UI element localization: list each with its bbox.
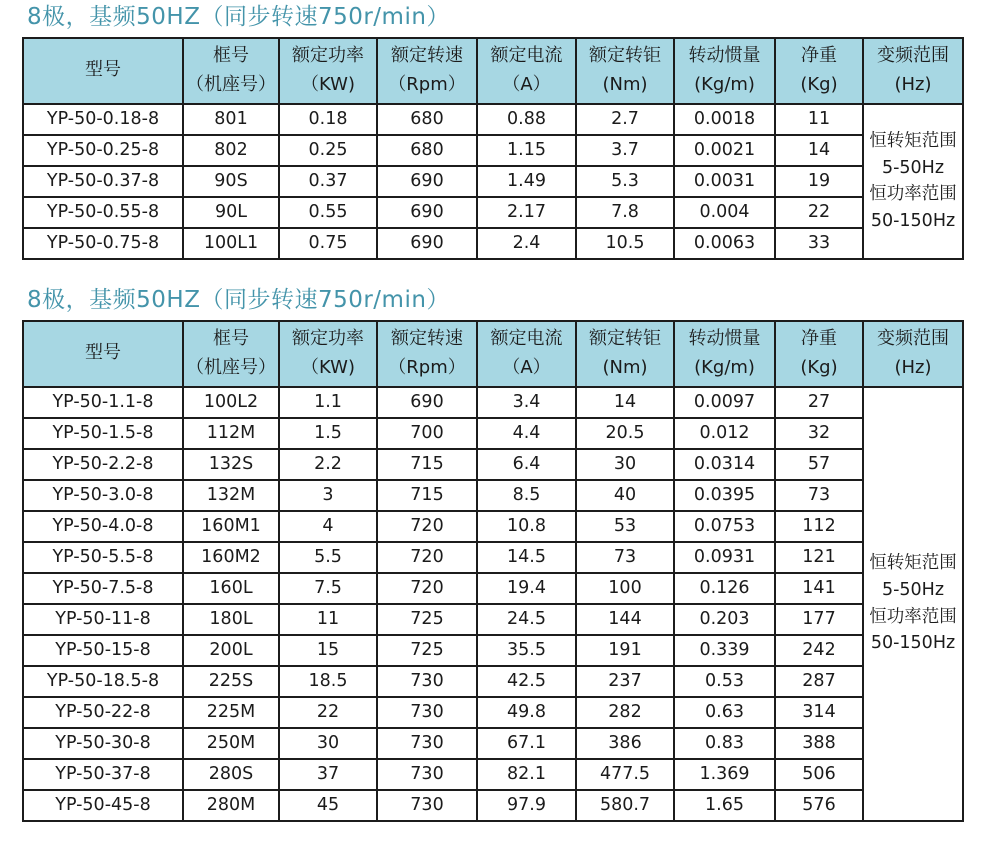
cell-current: 35.5 bbox=[477, 635, 576, 666]
cell-frame: 250M bbox=[183, 728, 279, 759]
column-header-inertia bbox=[674, 321, 775, 387]
freq-range-line: 恒功率范围 bbox=[869, 606, 957, 627]
cell-torque: 5.3 bbox=[576, 166, 674, 197]
cell-model: YP-50-1.1-8 bbox=[23, 387, 183, 418]
cell-power: 30 bbox=[279, 728, 377, 759]
cell-current: 8.5 bbox=[477, 480, 576, 511]
header-unit: (Kg) bbox=[800, 73, 838, 95]
cell-inertia: 0.0097 bbox=[674, 387, 775, 418]
cell-torque: 386 bbox=[576, 728, 674, 759]
cell-speed: 690 bbox=[377, 228, 477, 259]
cell-current: 49.8 bbox=[477, 697, 576, 728]
header-unit: (Nm) bbox=[602, 356, 648, 378]
cell-model: YP-50-11-8 bbox=[23, 604, 183, 635]
cell-frame: 112M bbox=[183, 418, 279, 449]
header-unit: （A） bbox=[502, 73, 551, 95]
cell-torque: 191 bbox=[576, 635, 674, 666]
cell-inertia: 0.203 bbox=[674, 604, 775, 635]
cell-speed: 720 bbox=[377, 511, 477, 542]
spec-row bbox=[23, 104, 963, 135]
column-header-speed bbox=[377, 321, 477, 387]
column-header-weight bbox=[775, 38, 863, 104]
cell-inertia: 0.0063 bbox=[674, 228, 775, 259]
cell-power: 0.55 bbox=[279, 197, 377, 228]
header-unit: （KW) bbox=[301, 356, 355, 378]
spec-row bbox=[23, 573, 963, 604]
cell-speed: 730 bbox=[377, 790, 477, 821]
cell-frame: 802 bbox=[183, 135, 279, 166]
cell-model: YP-50-0.25-8 bbox=[23, 135, 183, 166]
cell-power: 0.37 bbox=[279, 166, 377, 197]
cell-torque: 30 bbox=[576, 449, 674, 480]
header-label: 变频范围 bbox=[877, 327, 949, 349]
cell-torque: 580.7 bbox=[576, 790, 674, 821]
cell-weight: 11 bbox=[775, 104, 863, 135]
cell-weight: 388 bbox=[775, 728, 863, 759]
header-label: 额定电流 bbox=[490, 44, 563, 66]
cell-power: 0.75 bbox=[279, 228, 377, 259]
cell-frame: 90S bbox=[183, 166, 279, 197]
cell-speed: 700 bbox=[377, 418, 477, 449]
spec-row bbox=[23, 790, 963, 821]
spec-row bbox=[23, 449, 963, 480]
cell-current: 3.4 bbox=[477, 387, 576, 418]
motor-spec-table bbox=[22, 320, 964, 822]
cell-power: 18.5 bbox=[279, 666, 377, 697]
cell-power: 7.5 bbox=[279, 573, 377, 604]
header-unit: (Kg/m) bbox=[694, 73, 755, 95]
cell-torque: 237 bbox=[576, 666, 674, 697]
cell-weight: 576 bbox=[775, 790, 863, 821]
cell-current: 2.4 bbox=[477, 228, 576, 259]
freq-range-line: 50-150Hz bbox=[870, 633, 956, 654]
spec-row bbox=[23, 728, 963, 759]
cell-speed: 715 bbox=[377, 480, 477, 511]
spec-row bbox=[23, 228, 963, 259]
cell-weight: 121 bbox=[775, 542, 863, 573]
cell-inertia: 0.0018 bbox=[674, 104, 775, 135]
cell-current: 97.9 bbox=[477, 790, 576, 821]
cell-current: 6.4 bbox=[477, 449, 576, 480]
column-header-model bbox=[23, 321, 183, 387]
header-label: 净重 bbox=[801, 44, 837, 66]
cell-weight: 57 bbox=[775, 449, 863, 480]
header-unit: (Hz) bbox=[894, 73, 932, 95]
cell-model: YP-50-1.5-8 bbox=[23, 418, 183, 449]
cell-weight: 141 bbox=[775, 573, 863, 604]
cell-weight: 314 bbox=[775, 697, 863, 728]
cell-frame: 280M bbox=[183, 790, 279, 821]
cell-torque: 73 bbox=[576, 542, 674, 573]
freq-range-line: 5-50Hz bbox=[881, 157, 945, 178]
cell-inertia: 0.0931 bbox=[674, 542, 775, 573]
cell-power: 15 bbox=[279, 635, 377, 666]
cell-inertia: 0.0031 bbox=[674, 166, 775, 197]
header-unit: (Kg) bbox=[800, 356, 838, 378]
header-unit: （机座号） bbox=[186, 73, 276, 95]
cell-weight: 19 bbox=[775, 166, 863, 197]
frequency-range-cell bbox=[863, 104, 963, 259]
column-header-power bbox=[279, 38, 377, 104]
cell-torque: 100 bbox=[576, 573, 674, 604]
cell-current: 2.17 bbox=[477, 197, 576, 228]
cell-torque: 40 bbox=[576, 480, 674, 511]
freq-range-line: 50-150Hz bbox=[870, 210, 956, 231]
cell-frame: 160M2 bbox=[183, 542, 279, 573]
spec-row bbox=[23, 759, 963, 790]
header-label: 额定电流 bbox=[490, 327, 563, 349]
cell-frame: 100L1 bbox=[183, 228, 279, 259]
cell-power: 37 bbox=[279, 759, 377, 790]
cell-torque: 14 bbox=[576, 387, 674, 418]
cell-model: YP-50-0.37-8 bbox=[23, 166, 183, 197]
cell-model: YP-50-30-8 bbox=[23, 728, 183, 759]
cell-inertia: 0.126 bbox=[674, 573, 775, 604]
header-unit: (Nm) bbox=[602, 73, 648, 95]
cell-torque: 3.7 bbox=[576, 135, 674, 166]
cell-model: YP-50-37-8 bbox=[23, 759, 183, 790]
section-title: 8极，基频50HZ（同步转速750r/min） bbox=[27, 286, 450, 313]
motor-spec-table bbox=[22, 37, 964, 260]
column-header-current bbox=[477, 38, 576, 104]
cell-current: 4.4 bbox=[477, 418, 576, 449]
cell-power: 2.2 bbox=[279, 449, 377, 480]
column-header-freq-range bbox=[863, 321, 963, 387]
cell-model: YP-50-7.5-8 bbox=[23, 573, 183, 604]
cell-current: 42.5 bbox=[477, 666, 576, 697]
cell-torque: 282 bbox=[576, 697, 674, 728]
cell-model: YP-50-22-8 bbox=[23, 697, 183, 728]
header-label: 框号 bbox=[213, 44, 249, 66]
cell-frame: 132S bbox=[183, 449, 279, 480]
cell-model: YP-50-2.2-8 bbox=[23, 449, 183, 480]
column-header-current bbox=[477, 321, 576, 387]
cell-frame: 160M1 bbox=[183, 511, 279, 542]
cell-torque: 477.5 bbox=[576, 759, 674, 790]
cell-power: 5.5 bbox=[279, 542, 377, 573]
cell-weight: 32 bbox=[775, 418, 863, 449]
cell-current: 1.49 bbox=[477, 166, 576, 197]
header-label: 转动惯量 bbox=[688, 327, 761, 349]
cell-inertia: 0.339 bbox=[674, 635, 775, 666]
cell-frame: 801 bbox=[183, 104, 279, 135]
cell-frame: 132M bbox=[183, 480, 279, 511]
cell-torque: 20.5 bbox=[576, 418, 674, 449]
cell-power: 45 bbox=[279, 790, 377, 821]
column-header-freq-range bbox=[863, 38, 963, 104]
spec-row bbox=[23, 697, 963, 728]
header-label: 额定转钜 bbox=[589, 44, 661, 66]
cell-speed: 730 bbox=[377, 697, 477, 728]
cell-frame: 280S bbox=[183, 759, 279, 790]
cell-current: 1.15 bbox=[477, 135, 576, 166]
cell-current: 24.5 bbox=[477, 604, 576, 635]
header-label: 额定转钜 bbox=[589, 327, 661, 349]
header-unit: (Kg/m) bbox=[694, 356, 755, 378]
freq-range-line: 恒功率范围 bbox=[869, 184, 957, 205]
cell-frame: 100L2 bbox=[183, 387, 279, 418]
spec-section-high-power bbox=[22, 286, 962, 822]
column-header-frame bbox=[183, 38, 279, 104]
spec-row bbox=[23, 542, 963, 573]
cell-speed: 720 bbox=[377, 542, 477, 573]
header-label: 额定转速 bbox=[391, 44, 463, 66]
cell-speed: 720 bbox=[377, 573, 477, 604]
spec-row bbox=[23, 166, 963, 197]
header-label: 额定转速 bbox=[391, 327, 463, 349]
cell-speed: 690 bbox=[377, 197, 477, 228]
cell-power: 0.18 bbox=[279, 104, 377, 135]
header-unit: （Rpm） bbox=[388, 356, 466, 378]
spec-row bbox=[23, 387, 963, 418]
column-header-frame bbox=[183, 321, 279, 387]
cell-frame: 225S bbox=[183, 666, 279, 697]
header-label: 框号 bbox=[213, 327, 249, 349]
header-unit: （Rpm） bbox=[388, 73, 466, 95]
cell-speed: 680 bbox=[377, 135, 477, 166]
column-header-power bbox=[279, 321, 377, 387]
cell-torque: 2.7 bbox=[576, 104, 674, 135]
cell-inertia: 0.53 bbox=[674, 666, 775, 697]
cell-current: 10.8 bbox=[477, 511, 576, 542]
cell-inertia: 0.0395 bbox=[674, 480, 775, 511]
frequency-range-cell bbox=[863, 387, 963, 821]
header-row bbox=[23, 38, 963, 104]
cell-torque: 7.8 bbox=[576, 197, 674, 228]
cell-torque: 144 bbox=[576, 604, 674, 635]
cell-speed: 730 bbox=[377, 728, 477, 759]
spec-row bbox=[23, 635, 963, 666]
freq-range-line: 5-50Hz bbox=[881, 579, 945, 600]
column-header-weight bbox=[775, 321, 863, 387]
cell-weight: 14 bbox=[775, 135, 863, 166]
cell-speed: 725 bbox=[377, 635, 477, 666]
header-unit: （A） bbox=[502, 356, 551, 378]
cell-frame: 180L bbox=[183, 604, 279, 635]
cell-model: YP-50-18.5-8 bbox=[23, 666, 183, 697]
header-label: 额定功率 bbox=[292, 327, 364, 349]
cell-model: YP-50-0.75-8 bbox=[23, 228, 183, 259]
column-header-inertia bbox=[674, 38, 775, 104]
cell-inertia: 0.0314 bbox=[674, 449, 775, 480]
header-label: 转动惯量 bbox=[688, 44, 761, 66]
header-unit: (Hz) bbox=[894, 356, 932, 378]
header-row bbox=[23, 321, 963, 387]
cell-model: YP-50-0.18-8 bbox=[23, 104, 183, 135]
cell-weight: 287 bbox=[775, 666, 863, 697]
cell-speed: 730 bbox=[377, 666, 477, 697]
spec-row bbox=[23, 135, 963, 166]
spec-row bbox=[23, 197, 963, 228]
cell-current: 67.1 bbox=[477, 728, 576, 759]
column-header-torque bbox=[576, 38, 674, 104]
header-label: 型号 bbox=[85, 342, 121, 364]
column-header-torque bbox=[576, 321, 674, 387]
column-header-model bbox=[23, 38, 183, 104]
cell-weight: 177 bbox=[775, 604, 863, 635]
cell-speed: 715 bbox=[377, 449, 477, 480]
cell-frame: 225M bbox=[183, 697, 279, 728]
cell-model: YP-50-5.5-8 bbox=[23, 542, 183, 573]
cell-weight: 242 bbox=[775, 635, 863, 666]
spec-row bbox=[23, 418, 963, 449]
cell-speed: 730 bbox=[377, 759, 477, 790]
cell-speed: 680 bbox=[377, 104, 477, 135]
cell-inertia: 0.004 bbox=[674, 197, 775, 228]
cell-model: YP-50-45-8 bbox=[23, 790, 183, 821]
cell-current: 0.88 bbox=[477, 104, 576, 135]
spec-row bbox=[23, 666, 963, 697]
spec-section-low-power bbox=[22, 3, 962, 260]
cell-power: 1.5 bbox=[279, 418, 377, 449]
spec-row bbox=[23, 604, 963, 635]
cell-current: 14.5 bbox=[477, 542, 576, 573]
cell-model: YP-50-3.0-8 bbox=[23, 480, 183, 511]
section-title: 8极，基频50HZ（同步转速750r/min） bbox=[27, 4, 450, 30]
cell-torque: 53 bbox=[576, 511, 674, 542]
cell-model: YP-50-4.0-8 bbox=[23, 511, 183, 542]
cell-inertia: 0.83 bbox=[674, 728, 775, 759]
cell-inertia: 1.369 bbox=[674, 759, 775, 790]
cell-weight: 22 bbox=[775, 197, 863, 228]
cell-current: 82.1 bbox=[477, 759, 576, 790]
cell-speed: 690 bbox=[377, 166, 477, 197]
cell-inertia: 0.0021 bbox=[674, 135, 775, 166]
cell-weight: 73 bbox=[775, 480, 863, 511]
cell-weight: 33 bbox=[775, 228, 863, 259]
header-unit: （机座号） bbox=[186, 356, 276, 378]
header-label: 型号 bbox=[85, 59, 121, 81]
cell-speed: 690 bbox=[377, 387, 477, 418]
cell-weight: 27 bbox=[775, 387, 863, 418]
cell-frame: 90L bbox=[183, 197, 279, 228]
column-header-speed bbox=[377, 38, 477, 104]
cell-inertia: 0.012 bbox=[674, 418, 775, 449]
cell-speed: 725 bbox=[377, 604, 477, 635]
cell-inertia: 0.63 bbox=[674, 697, 775, 728]
cell-power: 4 bbox=[279, 511, 377, 542]
cell-power: 0.25 bbox=[279, 135, 377, 166]
spec-row bbox=[23, 480, 963, 511]
cell-model: YP-50-0.55-8 bbox=[23, 197, 183, 228]
freq-range-line: 恒转矩范围 bbox=[869, 553, 957, 574]
spec-row bbox=[23, 511, 963, 542]
freq-range-line: 恒转矩范围 bbox=[869, 131, 957, 152]
cell-model: YP-50-15-8 bbox=[23, 635, 183, 666]
cell-frame: 200L bbox=[183, 635, 279, 666]
header-label: 变频范围 bbox=[877, 44, 949, 66]
cell-power: 1.1 bbox=[279, 387, 377, 418]
header-label: 净重 bbox=[801, 327, 837, 349]
cell-power: 3 bbox=[279, 480, 377, 511]
cell-frame: 160L bbox=[183, 573, 279, 604]
cell-weight: 112 bbox=[775, 511, 863, 542]
cell-power: 11 bbox=[279, 604, 377, 635]
cell-power: 22 bbox=[279, 697, 377, 728]
header-label: 额定功率 bbox=[292, 44, 364, 66]
cell-current: 19.4 bbox=[477, 573, 576, 604]
cell-inertia: 1.65 bbox=[674, 790, 775, 821]
header-unit: （KW) bbox=[301, 73, 355, 95]
cell-torque: 10.5 bbox=[576, 228, 674, 259]
cell-weight: 506 bbox=[775, 759, 863, 790]
cell-inertia: 0.0753 bbox=[674, 511, 775, 542]
